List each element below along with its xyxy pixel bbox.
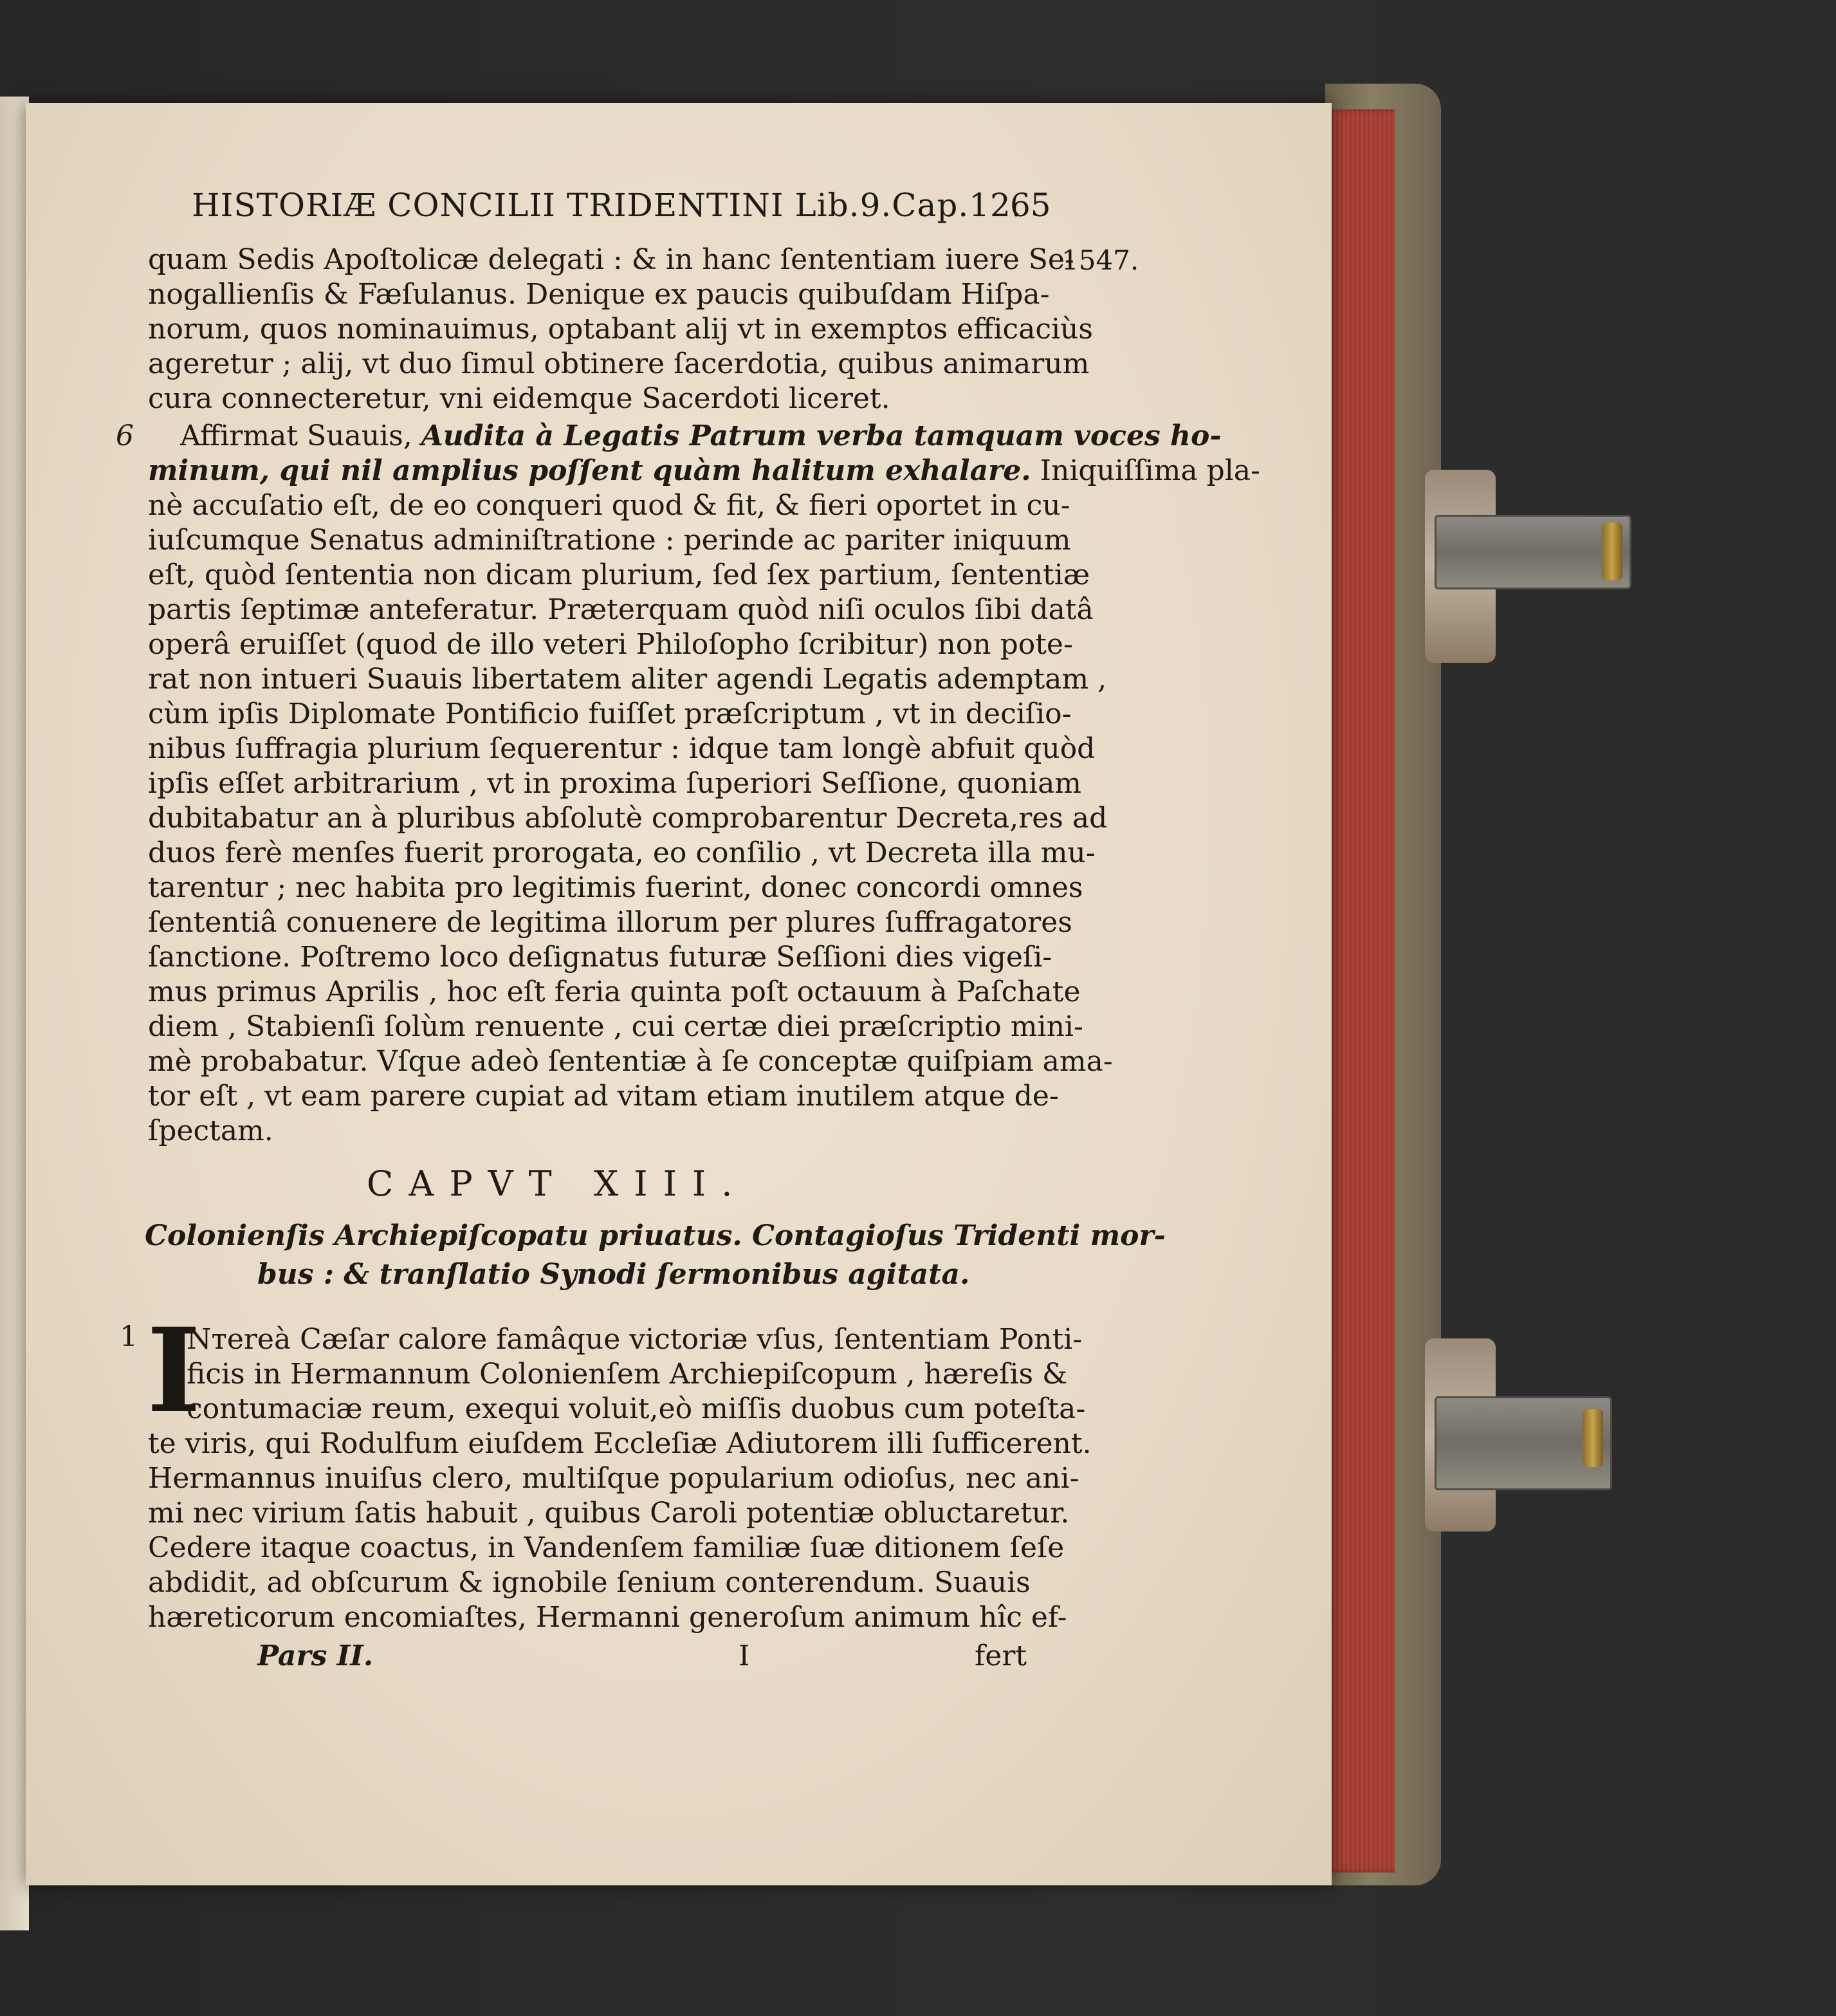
marginal-number: 1 xyxy=(120,1320,138,1353)
text-italic-quote: minum, qui nil amplius poſſent quàm halitum exhalare. xyxy=(148,454,1031,487)
brass-pin-bottom xyxy=(1583,1409,1603,1467)
page-number: 65 xyxy=(1010,187,1051,224)
text-line: ficis in Hermannum Colonienſem Archiepiſcopum , hæreſis & xyxy=(187,1358,1068,1391)
text-line xyxy=(180,420,1222,452)
text-line: Nтereà Cæſar calore famâque victoriæ vſus, ſententiam Ponti- xyxy=(187,1323,1083,1356)
margin-year: 1547. xyxy=(1061,245,1139,276)
text-line: cura connecteretur, vni eidemque Sacerdoti liceret. xyxy=(148,382,890,415)
text-line: operâ eruiſſet (quod de illo veteri Philoſopho ſcribitur) non pote- xyxy=(148,628,1073,661)
text-line: tarentur ; nec habita pro legitimis fuerint, donec concordi omnes xyxy=(148,871,1083,904)
text-line: eſt, quòd ſententia non dicam plurium, ſed ſex partium, ſententiæ xyxy=(148,559,1090,591)
running-title: HISTORIÆ CONCILII TRIDENTINI Lib.9.Cap.12. xyxy=(192,187,1022,224)
text-line: norum, quos nominauimus, optabant alij vt in exemptos efficaciùs xyxy=(148,313,1093,346)
signature-note: Pars II. xyxy=(257,1640,374,1672)
text-line: rat non intueri Suauis libertatem aliter agendi Legatis ademptam , xyxy=(148,663,1107,696)
text-line: nè accuſatio eſt, de eo conqueri quod & fit, & fieri oportet in cu- xyxy=(148,489,1070,522)
facing-page-edge xyxy=(0,97,29,1930)
text-line: nibus ſuffragia plurium ſequerentur : idque tam longè abfuit quòd xyxy=(148,732,1096,765)
text-line: quam Sedis Apoſtolicæ delegati : & in hanc ſententiam iuere Se- xyxy=(148,243,1074,276)
text-line: ageretur ; alij, vt duo ſimul obtinere ſacerdotia, quibus animarum xyxy=(148,347,1090,380)
text-line: ſanctione. Poſtremo loco deſignatus futuræ Seſſioni dies vigeſi- xyxy=(148,941,1052,974)
text-line: nogallienſis & Fæſulanus. Denique ex paucis quibuſdam Hiſpa- xyxy=(148,278,1050,311)
text-line: ſpectam. xyxy=(148,1114,273,1147)
text-line: mus primus Aprilis , hoc eſt feria quinta poſt octauum à Paſchate xyxy=(148,976,1081,1008)
text-line: contumaciæ reum, exequi voluit,eò miſſis duobus cum poteſta- xyxy=(187,1392,1086,1425)
text-line: dubitabatur an à pluribus abſolutè comprobarentur Decreta,res ad xyxy=(148,802,1108,835)
brass-pin-top xyxy=(1602,522,1622,580)
chapter-summary-line: Colonienſis Archiepiſcopatu priuatus. Contagioſus Tridenti mor- xyxy=(145,1219,1166,1252)
chapter-summary-line: bus : & tranſlatio Synodi ſermonibus agitata. xyxy=(257,1258,970,1291)
text-line: Cedere itaque coactus, in Vandenſem familiæ ſuæ ditionem ſeſe xyxy=(148,1531,1065,1564)
text-line: partis ſeptimæ anteferatur. Præterquam quòd niſi oculos ſibi datâ xyxy=(148,593,1094,626)
signature-mark: I xyxy=(739,1640,750,1672)
text-line: mè probabatur. Vſque adeò ſententiæ à ſe conceptæ quiſpiam ama- xyxy=(148,1045,1113,1078)
text-line: Hermannus inuiſus clero, multiſque popularium odioſus, nec ani- xyxy=(148,1462,1079,1495)
catchword: fert xyxy=(975,1640,1027,1672)
text-line: diem , Stabienſi ſolùm renuente , cui certæ diei præſcriptio mini- xyxy=(148,1010,1083,1043)
text-line: ipſis eſſet arbitrarium , vt in proxima ſuperiori Seſſione, quoniam xyxy=(148,767,1082,800)
text-line xyxy=(148,454,1260,487)
chapter-heading: CAPVT XIII. xyxy=(367,1163,748,1204)
text-line: te viris, qui Rodulfum eiuſdem Eccleſiæ Adiutorem illi ſufficerent. xyxy=(148,1427,1092,1460)
text-line: ſententiâ conuenere de legitima illorum per plures ſuffragatores xyxy=(148,906,1072,939)
drop-cap-initial: I xyxy=(147,1303,201,1439)
text-roman: Iniquiſſima pla- xyxy=(1031,454,1260,487)
text-roman: Affirmat Suauis, xyxy=(180,420,421,452)
text-line: cùm ipſis Diplomate Pontificio fuiſſet præſcriptum , vt in deciſio- xyxy=(148,698,1072,730)
text-line: hæreticorum encomiaſtes, Hermanni generoſum animum hîc ef- xyxy=(148,1601,1067,1634)
text-line: mi nec virium ſatis habuit , quibus Caroli potentiæ obluctaretur. xyxy=(148,1497,1070,1530)
marginal-number: 6 xyxy=(116,420,134,452)
text-line: abdidit, ad obſcurum & ignobile ſenium conterendum. Suauis xyxy=(148,1566,1031,1599)
red-page-edges xyxy=(1324,109,1395,1873)
text-line: iuſcumque Senatus adminiſtratione : perinde ac pariter iniquum xyxy=(148,524,1071,557)
text-line: tor eſt , vt eam parere cupiat ad vitam etiam inutilem atque de- xyxy=(148,1080,1059,1113)
text-italic-quote: Audita à Legatis Patrum verba tamquam voces ho- xyxy=(421,420,1222,452)
text-line: duos ferè menſes fuerit prorogata, eo conſilio , vt Decreta illa mu- xyxy=(148,837,1096,869)
